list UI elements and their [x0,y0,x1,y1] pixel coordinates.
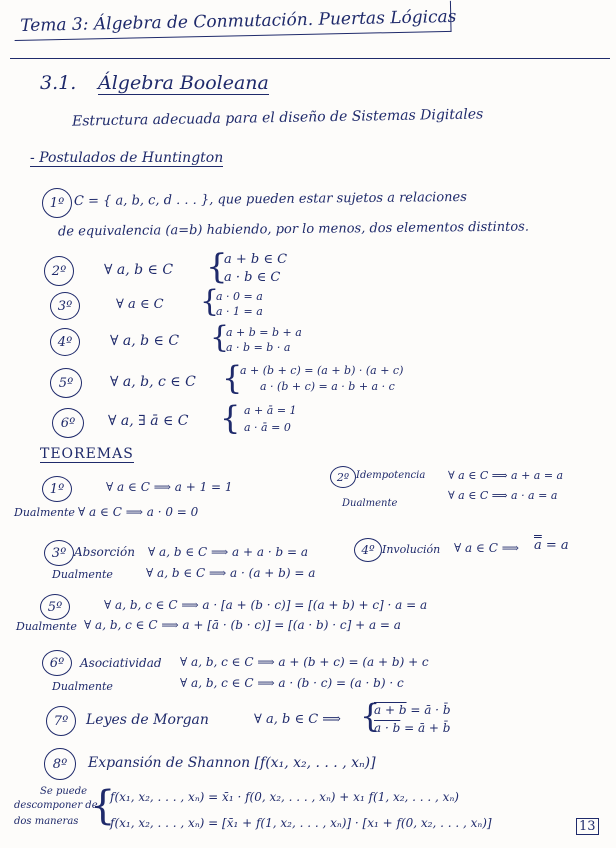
teorema-8-side-note-1: Se puede [40,786,88,797]
postulado-2-lead: ∀ a, b ∈ C [104,262,174,278]
teorema-3-statement: ∀ a, b ∈ C ⟹ a + a · b = a [148,545,309,559]
teorema-4-statement: ∀ a ∈ C ⟹ [454,541,519,555]
header-divider [10,58,610,59]
postulado-6-lead: ∀ a, ∃ ā ∈ C [108,413,189,429]
postulado-1-num-text: 1º [49,195,65,211]
teorema-2-statement: ∀ a ∈ C ⟹ a + a = a [448,469,564,482]
teorema-6-number [42,650,72,676]
postulado-6-top: a + ā = 1 [244,404,297,417]
postulado-3-lead: ∀ a ∈ C [116,297,164,312]
postulado-4-num-text: 4º [57,334,73,350]
page-number: 13 [576,818,599,835]
teorema-7-top-rest: = ā · b̄ [406,703,451,717]
postulado-5-number [50,368,82,398]
teorema-1-statement: ∀ a ∈ C ⟹ a + 1 = 1 [106,480,233,494]
teorema-4-name: Involución [382,543,441,556]
teorema-7-top [374,703,451,717]
postulado-2-number [44,256,74,286]
teorema-2-dual: ∀ a ∈ C ⟹ a · a = a [448,489,558,502]
teorema-2-name: Idempotencia [356,470,426,481]
teorema-7-number [46,706,76,736]
postulado-6-bottom: a · ā = 0 [244,421,291,434]
postulado-2-num-text: 2º [51,263,67,279]
teorema-8-expansion-2: f(x₁, x₂, . . . , xₙ) = [x̄₁ + f(1, x₂, . . . , xₙ)] · [x₁ + f(0, x₂, . . . , xₙ)] [110,816,492,830]
postulado-4-top: a + b = b + a [226,326,302,339]
teorema-3-number [44,540,74,566]
postulado-5-lead: ∀ a, b, c ∈ C [110,374,196,390]
teorema-7-bottom-overline: a · b [374,721,401,735]
teorema-2-num-text: 2º [336,470,350,484]
teorema-5-statement: ∀ a, b, c ∈ C ⟹ a · [a + (b · c)] = [(a + b) + c] · a = a [104,598,428,612]
teorema-1-num-text: 1º [49,481,65,497]
postulado-2-top: a + b ∈ C [224,252,288,267]
teorema-4-expression-rest: = a [541,538,569,553]
teorema-4-number [354,538,382,562]
postulado-4-bottom: a · b = b · a [226,341,291,354]
teorema-7-statement: ∀ a, b ∈ C ⟹ [254,712,341,727]
postulado-6-brace: { [220,399,241,437]
postulado-4-lead: ∀ a, b ∈ C [110,333,180,349]
teorema-1-dual: ∀ a ∈ C ⟹ a · 0 = 0 [78,505,199,519]
teorema-3-dual: ∀ a, b ∈ C ⟹ a · (a + b) = a [146,566,316,580]
teorema-5-dual-label: Dualmente [16,620,77,633]
teorema-5-dual: ∀ a, b, c ∈ C ⟹ a + [ā · (b · c)] = [(a · b) · c] + a = a [84,618,401,632]
teorema-8-expansion-1: f(x₁, x₂, . . . , xₙ) = x̄₁ · f(0, x₂, . . . , xₙ) + x₁ f(1, x₂, . . . , xₙ) [110,790,459,804]
postulado-3-top: a · 0 = a [216,290,263,303]
teorema-5-num-text: 5º [47,599,63,615]
postulado-1-number [42,188,72,218]
teorema-1-number [42,476,72,502]
postulado-3-num-text: 3º [57,298,73,314]
teorema-8-name: Expansión de Shannon [f(x₁, x₂, . . . , xₙ)] [88,755,376,771]
postulado-5-brace: { [222,359,243,397]
postulado-5-top: a + (b + c) = (a + b) · (a + c) [240,364,404,377]
teorema-7-name: Leyes de Morgan [86,712,209,728]
postulado-2-bottom: a · b ∈ C [224,270,281,285]
teorema-3-num-text: 3º [51,545,67,561]
teorema-7-bottom [374,721,450,735]
teorema-6-dual-label: Dualmente [52,680,113,693]
section-title: Álgebra Booleana [98,72,269,94]
teorema-6-num-text: 6º [49,655,65,671]
postulado-3-brace: { [200,284,220,319]
postulado-5-bottom: a · (b + c) = a · b + a · c [260,380,395,393]
teorema-6-dual: ∀ a, b, c ∈ C ⟹ a · (b · c) = (a · b) · c [180,676,404,690]
teorema-8-brace: { [90,783,116,829]
teorema-6-name: Asociatividad [80,656,162,670]
section-subtitle: Estructura adecuada para el diseño de Sistemas Digitales [71,106,484,130]
teorema-5-number [40,594,70,620]
teorema-4-expression [534,538,569,553]
teorema-1-dual-label: Dualmente [14,506,75,519]
teorema-4-num-text: 4º [361,543,375,557]
teoremas-heading: TEOREMAS [40,446,134,462]
teorema-2-dual-label: Dualmente [342,498,398,509]
postulado-6-num-text: 6º [60,415,76,431]
postulado-2-brace: { [206,247,228,287]
postulados-heading: - Postulados de Huntington [30,150,224,166]
postulado-4-number [50,328,80,356]
teorema-7-brace: { [360,697,381,735]
teorema-8-num-text: 8º [52,756,68,772]
teorema-4-double-bar-a: a [534,538,542,553]
teorema-8-number [44,748,76,780]
teorema-6-statement: ∀ a, b, c ∈ C ⟹ a + (b + c) = (a + b) + c [180,655,429,669]
postulado-6-number [52,408,84,438]
teorema-7-num-text: 7º [53,713,69,729]
postulado-3-bottom: a · 1 = a [216,305,263,318]
teorema-8-side-note-3: dos maneras [14,816,79,827]
teorema-7-top-overline: a + b [374,703,407,717]
postulado-4-brace: { [210,320,230,355]
postulado-1-line-2: de equivalencia (a=b) habiendo, por lo menos, dos elementos distintos. [57,219,530,240]
page-title: Tema 3: Álgebra de Conmutación. Puertas Lógicas [20,6,457,36]
teorema-8-side-note-2: descomponer de [14,800,98,811]
teorema-3-dual-label: Dualmente [52,568,113,581]
postulado-5-num-text: 5º [58,375,74,391]
teorema-3-name: Absorción [74,545,135,559]
postulado-3-number [50,292,80,320]
teorema-2-number [330,466,356,488]
postulado-1-line-1: C = { a, b, c, d . . . }, que pueden estar sujetos a relaciones [73,189,467,210]
teorema-7-bottom-rest: = ā + b̄ [400,721,451,735]
section-number: 3.1. [40,72,77,94]
